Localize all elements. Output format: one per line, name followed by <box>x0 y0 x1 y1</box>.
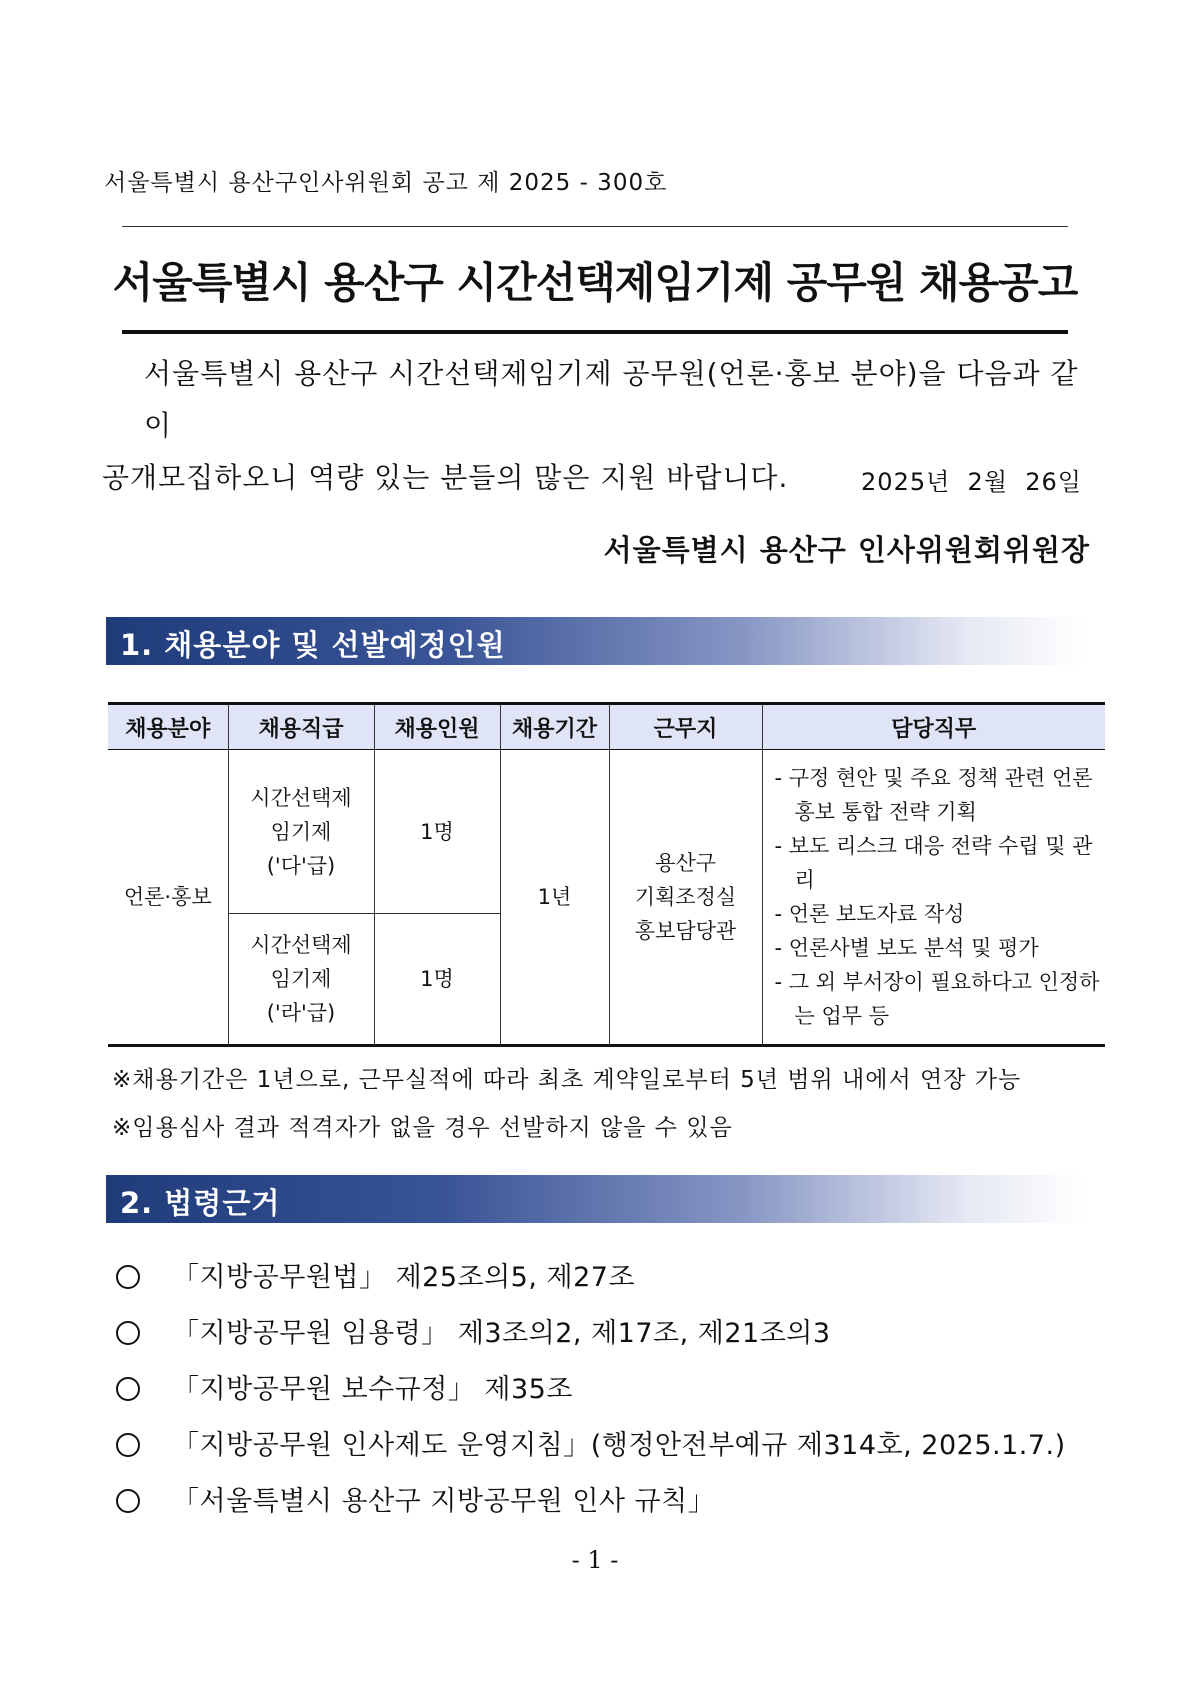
note-item: ※임용심사 결과 적격자가 없을 경우 선발하지 않을 수 있음 <box>112 1115 733 1141</box>
page-title: 서울특별시 용산구 시간선택제임기제 공무원 채용공고 <box>112 258 1078 307</box>
section-1-heading: 1. 채용분야 및 선발예정인원 <box>120 628 506 662</box>
grade-line: 시간선택제 <box>250 785 352 810</box>
list-item <box>116 1250 1066 1306</box>
divider-thin <box>122 226 1068 227</box>
duty-item: - 그 외 부서장이 필요하다고 인정하는 업무 등 <box>774 970 1100 1028</box>
col-header-grade: 채용직급 <box>228 704 374 750</box>
cell-field: 언론·홍보 <box>108 750 228 1046</box>
duty-item: - 구정 현안 및 주요 정책 관련 언론 홍보 통합 전략 기획 <box>774 766 1093 824</box>
law-text: 「지방공무원 임용령」 제3조의2, 제17조, 제21조의3 <box>172 1318 831 1349</box>
law-text: 「지방공무원법」 제25조의5, 제27조 <box>172 1262 636 1293</box>
recruitment-table <box>108 702 1105 1047</box>
table-header-row <box>108 704 1105 750</box>
section-1-heading-bar <box>106 617 1086 665</box>
circle-bullet-icon <box>116 1265 140 1289</box>
list-item <box>116 1418 1066 1474</box>
grade-line: ('다'급) <box>266 853 336 878</box>
workplace-line: 기획조정실 <box>634 885 737 909</box>
law-text: 「지방공무원 인사제도 운영지침」(행정안전부예규 제314호, 2025.1.7.) <box>172 1430 1066 1461</box>
duty-item: - 보도 리스크 대응 전략 수립 및 관리 <box>774 834 1093 892</box>
section-2-heading-bar <box>106 1175 1086 1223</box>
list-item <box>116 1362 1066 1418</box>
table-row <box>108 750 1105 914</box>
grade-line: 임기제 <box>270 819 332 844</box>
duty-item: - 언론 보도자료 작성 <box>774 902 965 926</box>
notice-number: 서울특별시 용산구인사위원회 공고 제 2025 - 300호 <box>104 170 668 196</box>
col-header-workplace: 근무지 <box>609 704 762 750</box>
list-item <box>116 1474 1066 1530</box>
grade-line: 시간선택제 <box>250 933 352 957</box>
col-header-duties: 담당직무 <box>762 704 1105 750</box>
cell-period: 1년 <box>500 750 609 1046</box>
cell-count: 1명 <box>374 914 500 1046</box>
duty-item: - 언론사별 보도 분석 및 평가 <box>774 936 1039 960</box>
divider-thick <box>122 330 1068 334</box>
cell-count: 1명 <box>374 750 500 914</box>
circle-bullet-icon <box>116 1489 140 1513</box>
law-list <box>116 1250 1066 1530</box>
law-text: 「지방공무원 보수규정」 제35조 <box>172 1374 573 1405</box>
intro-line-1: 서울특별시 용산구 시간선택제임기제 공무원(언론·홍보 분야)을 다음과 같이 <box>144 357 1079 442</box>
workplace-line: 용산구 <box>655 851 716 875</box>
issuer-name: 서울특별시 용산구 인사위원회위원장 <box>603 533 1090 567</box>
cell-grade <box>228 750 374 914</box>
law-text: 「서울특별시 용산구 지방공무원 인사 규칙」 <box>172 1486 716 1517</box>
cell-grade <box>228 914 374 1046</box>
intro-line-2: 공개모집하오니 역량 있는 분들의 많은 지원 바랍니다. <box>102 461 789 494</box>
circle-bullet-icon <box>116 1433 140 1457</box>
workplace-line: 홍보담당관 <box>634 919 737 943</box>
list-item <box>116 1306 1066 1362</box>
col-header-field: 채용분야 <box>108 704 228 750</box>
circle-bullet-icon <box>116 1321 140 1345</box>
cell-duties <box>762 750 1105 1046</box>
grade-line: 임기제 <box>270 967 332 991</box>
col-header-count: 채용인원 <box>374 704 500 750</box>
col-header-period: 채용기간 <box>500 704 609 750</box>
circle-bullet-icon <box>116 1377 140 1401</box>
cell-workplace <box>609 750 762 1046</box>
table-notes <box>112 1056 1021 1152</box>
section-2-heading: 2. 법령근거 <box>120 1186 281 1220</box>
grade-line: ('라'급) <box>266 1001 336 1025</box>
notice-date: 2025년 2월 26일 <box>861 468 1082 496</box>
page-number: - 1 - <box>571 1546 619 1574</box>
note-item: ※채용기간은 1년으로, 근무실적에 따라 최초 계약일로부터 5년 범위 내에서 연장 가능 <box>112 1067 1022 1093</box>
